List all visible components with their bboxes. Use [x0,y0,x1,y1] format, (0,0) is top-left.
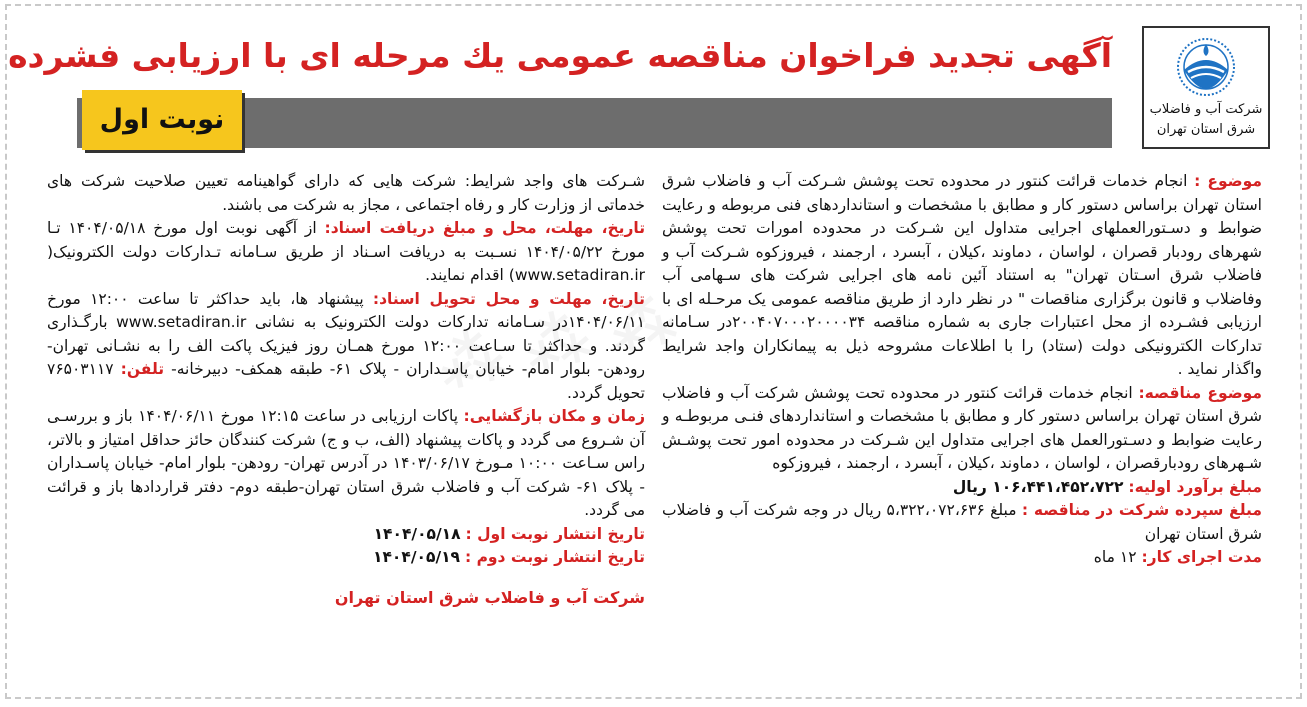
tender-notice [5,4,1302,699]
logo-line-1: شرکت آب و فاضلاب [1149,102,1263,117]
tender-subject-text: انجام خدمات قرائت کنتور در محدوده تحت پوشش شرکت آب و فاضلاب شرق استان تهران براساس دستور کار و مطابق با مشخصات و استانداردهای فنـی مربوطـه و رعایت ضوابط و دسـتورالعمل های اجرایی متداول این شـرکت در محدوده امور تحت پوشـش شـهرهای رودبارقصران ، لواسان ، دماوند ،کیلان ، آبسرد ، ارجمند ، فیروزکوه [662,383,1262,472]
eligible-paragraph: شـرکت های واجد شرایط: شرکت هایی که دارای گواهینامه تعیین صلاحیت شرکت های خدماتی از وزارت کار و رفاه اجتماعی ، مجاز به شرکت می باشند. [47,172,645,214]
subject-paragraph [662,170,1262,382]
notice-title: آگهی تجدید فراخوان مناقصه عمومی یك مرحله ای با ارزیابی فشرده [8,36,1112,75]
deposit-label: مبلغ سپرده شرکت در مناقصه : [1021,501,1262,519]
publish-second-value: ۱۴۰۴/۰۵/۱۹ [373,548,461,566]
company-logo-box [1142,26,1270,149]
docs-label: تاریخ، مهلت، محل و مبلغ دریافت اسناد: [324,219,646,237]
opening-text: پاکات ارزیابی در ساعت ۱۲:۱۵ مورخ ۱۴۰۴/۰۶/۱۱ باز و بررسـی آن شـروع می گردد و پاکات پیشنهاد (الف، ب و ج) شرکت کنندگان حائز حداقل امتیاز و بالاتر، راس سـاعت ۱۰:۰۰ مـورخ ۱۴۰۳/۰۶/۱۷ در آدرس تهران- رودهن- بلوار امام- خیابان پاسـداران - پلاک ۶۱- شرکت آب و فاضلاب شرق استان تهران-طبقه دوم- دفتر قراردادها باز و قرائت می گردد. [47,407,645,519]
duration-line [662,546,1262,570]
subject-label: موضوع : [1194,172,1262,190]
tender-subject-paragraph [662,382,1262,476]
opening-paragraph [47,405,645,523]
phone-label: تلفن: [120,360,165,378]
footer-organization: شرکت آب و فاضلاب شرق استان تهران [334,587,645,607]
phone-text: ۷۶۵۰۳۱۱۷ تحویل گردد. [47,360,645,402]
round-badge: نوبت اول [82,90,242,150]
submit-label: تاریخ، مهلت و محل تحویل اسناد: [372,289,645,308]
publish-first-line [47,523,645,547]
estimate-label: مبلغ برآورد اولیه: [1128,477,1262,496]
deposit-text: مبلغ ۵،۳۲۲،۰۷۲،۶۳۶ ریال در وجه شرکت آب و فاضلاب شرق استان تهران [662,501,1262,543]
duration-label: مدت اجرای کار: [1141,548,1262,566]
publish-second-line [47,546,645,570]
subject-text: انجام خدمات قرائت کنتور در محدوده تحت پوشش شـرکت آب و فاضلاب شرق استان تهران براساس دستور کار و مطابق با مشخصات و استانداردهای فنی مربوطه و رعایت ضوابط و دسـتورالعملهای اجرایی متداول این شـرکت در محدوده امورات تحت پوشش شهرهای رودبار قصران ، لواسان ، دماوند ،کیلان ، آبسرد ، ارجمند ، فیروزکوه شـرکت آب و فاضلاب شرق اسـتان تهران" به استناد آئین نامه های اجرایی شرکت های سـهامی آب وفاضلاب و قانون برگزاری مناقصات " در نظر دارد از طریق مناقصه عمومی یک مرحـله ای با ارزیابی فشـرده از محل اعتبارات جاری به شماره مناقصه ۲۰۰۴۰۷۰۰۰۲۰۰۰۰۳۴در سـامانه تدارکات الکترونیکی دولت (ستاد) را با اطلاعات مشروحه ذیل به پیمانکاران واجد شرایط واگذار نماید . [662,172,1262,378]
submit-paragraph [47,288,645,406]
right-column [662,170,1262,570]
opening-label: زمان و مکان بازگشایی: [463,407,645,425]
submit-text: پیشنهاد ها، باید حداکثر تا ساعت ۱۲:۰۰ مورخ ۱۴۰۴/۰۶/۱۱در سـامانه تدارکات دولت الکترونیک به نشانی www.setadiran.ir بارگـذاری گردند. و حداکثر تا سـاعت ۱۲:۰۰ مورخ همـان روز فیزیک پاکت الف را به نشـانی تهران- رودهن- بلوار امام- خیابان پاسـداران - پلاک ۶۱- طبقه همکف- دبیرخانه- [47,289,645,378]
duration-value: ۱۲ ماه [1093,548,1137,566]
water-drop-logo-icon [1171,36,1241,98]
publish-first-label: تاریخ انتشار نوبت اول : [465,524,645,543]
docs-paragraph [47,217,645,288]
logo-line-2: شرق استان تهران [1156,122,1256,137]
estimate-line [662,476,1262,500]
tender-subject-label: موضوع مناقصه: [1138,383,1262,402]
docs-text: از آگهی نوبت اول مورخ ۱۴۰۴/۰۵/۱۸ تـا مورخ ۱۴۰۴/۰۵/۲۲ نسـبت به دریافت اسـناد از طریق سـامانه تـدارکات دولت الکترونیک( www.setadiran.ir) اقدام نمایند. [47,219,645,284]
estimate-value: ۱۰۶،۴۴۱،۴۵۲،۷۲۲ ریال [952,477,1124,496]
left-column [47,170,645,609]
publish-first-value: ۱۴۰۴/۰۵/۱۸ [373,524,461,543]
deposit-paragraph [662,499,1262,546]
publish-second-label: تاریخ انتشار نوبت دوم : [464,548,645,566]
